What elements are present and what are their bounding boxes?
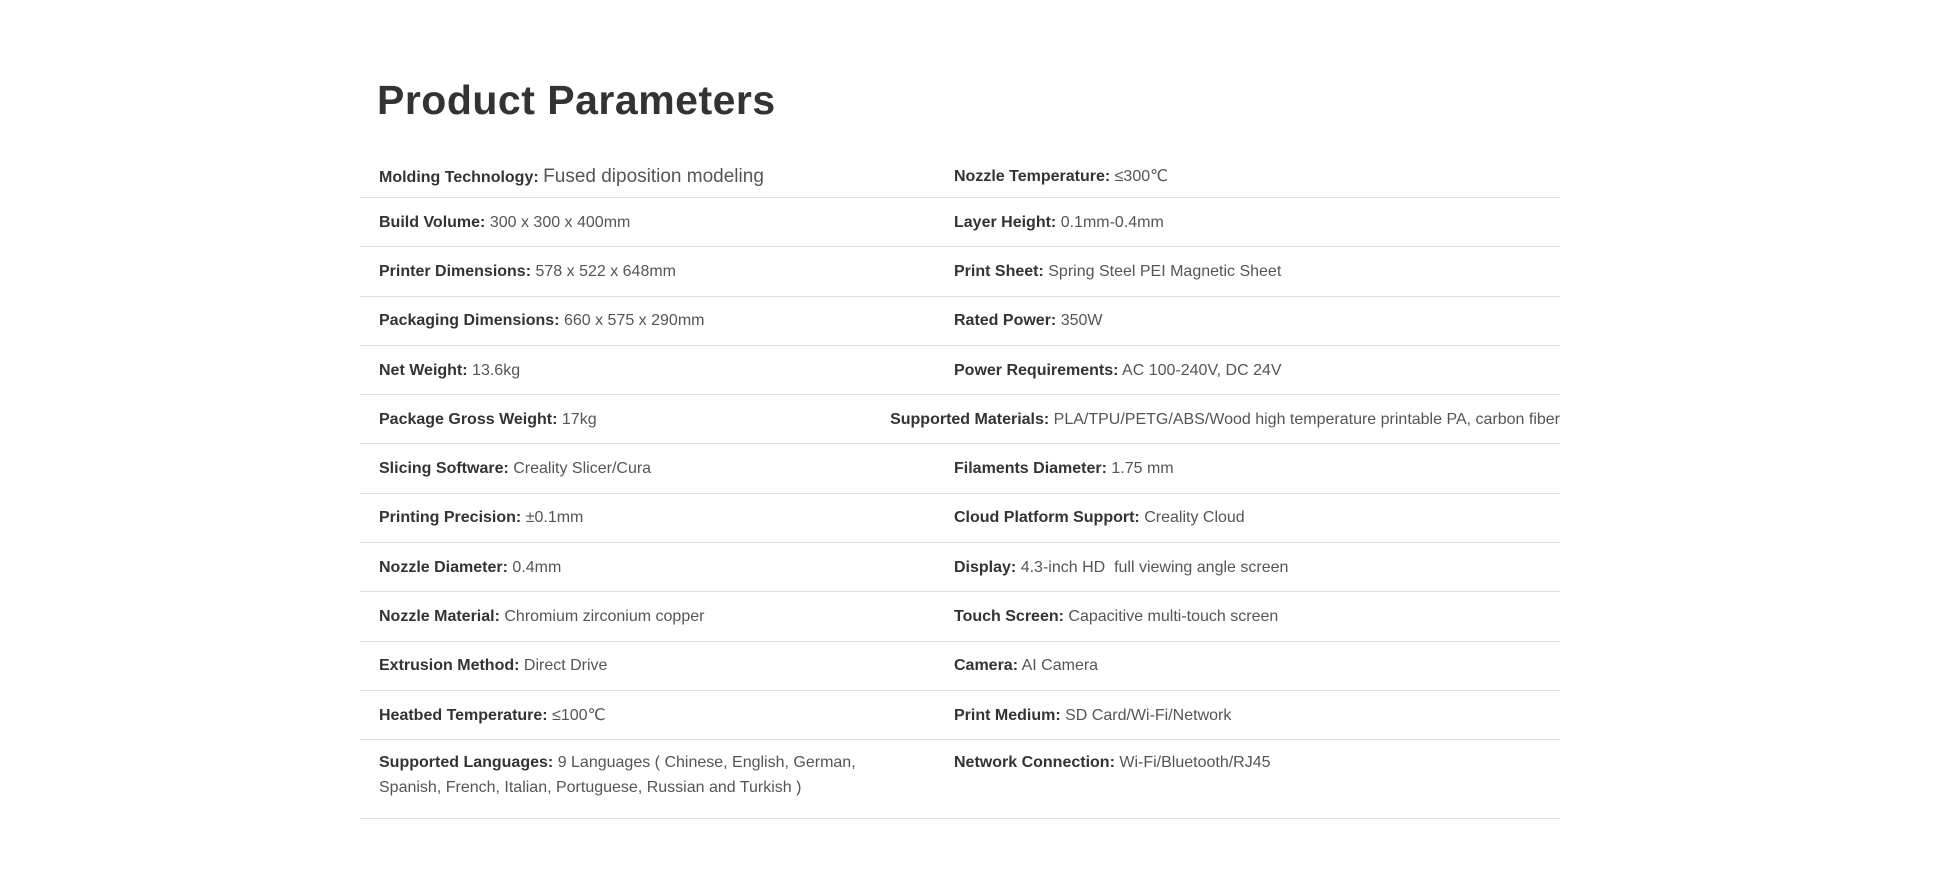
param-value: SD Card/Wi-Fi/Network <box>1065 706 1232 724</box>
param-value: 9 Languages ( Chinese, English, German, Spanish, French, Italian, Portuguese, Russian and Turkish ) <box>379 754 856 797</box>
param-label: Package Gross Weight: <box>379 410 558 428</box>
product-parameters-table <box>360 156 1560 819</box>
param-value: Direct Drive <box>523 657 608 675</box>
param-supported-languages <box>360 750 954 800</box>
param-value: Creality Cloud <box>1144 509 1245 527</box>
param-value: Fused diposition modeling <box>543 165 764 187</box>
param-value: 4.3-inch HD full viewing angle screen <box>1020 558 1289 576</box>
param-label: Rated Power: <box>954 312 1057 330</box>
param-label: Touch Screen: <box>954 608 1064 626</box>
param-rated-power <box>954 308 1560 333</box>
param-label: Filaments Diameter: <box>954 460 1107 478</box>
param-print-medium <box>954 703 1560 728</box>
table-row <box>360 395 1560 444</box>
param-value: 578 x 522 x 648mm <box>535 262 677 280</box>
param-printing-precision <box>360 505 954 530</box>
param-filaments-diameter <box>954 456 1560 481</box>
param-nozzle-temperature <box>954 164 1560 189</box>
param-value: ≤300℃ <box>1114 168 1169 185</box>
param-value: 1.75 mm <box>1111 460 1174 478</box>
param-label: Cloud Platform Support: <box>954 509 1140 527</box>
param-value: 0.1mm-0.4mm <box>1060 213 1164 231</box>
param-cloud-platform-support <box>954 505 1560 530</box>
table-row <box>360 247 1560 296</box>
table-row <box>360 543 1560 592</box>
param-label: Supported Languages: <box>379 754 554 772</box>
param-label: Power Requirements: <box>954 361 1119 379</box>
param-value: Creality Slicer/Cura <box>513 460 652 478</box>
table-row <box>360 642 1560 691</box>
param-print-sheet <box>954 259 1560 284</box>
param-heatbed-temperature <box>360 703 954 728</box>
param-value: ±0.1mm <box>525 509 584 527</box>
param-value: 17kg <box>561 410 597 428</box>
table-row <box>360 444 1560 493</box>
param-label: Nozzle Material: <box>379 608 500 626</box>
param-build-volume <box>360 210 954 235</box>
param-value: Wi-Fi/Bluetooth/RJ45 <box>1119 754 1271 772</box>
param-label: Printing Precision: <box>379 509 522 527</box>
table-row <box>360 198 1560 247</box>
table-row <box>360 346 1560 395</box>
param-camera <box>954 653 1560 678</box>
param-value: AC 100-240V, DC 24V <box>1122 361 1282 379</box>
param-supported-materials <box>890 407 1560 432</box>
param-label: Print Sheet: <box>954 262 1044 280</box>
param-value: 350W <box>1060 312 1103 330</box>
param-label: Network Connection: <box>954 754 1115 772</box>
param-value: PLA/TPU/PETG/ABS/Wood high temperature printable PA, carbon fiber <box>1053 410 1560 428</box>
param-label: Packaging Dimensions: <box>379 312 560 330</box>
param-slicing-software <box>360 456 954 481</box>
param-value: AI Camera <box>1021 657 1099 675</box>
param-printer-dimensions <box>360 259 954 284</box>
param-label: Supported Materials: <box>890 410 1050 428</box>
page-title: Product Parameters <box>377 77 776 123</box>
param-nozzle-diameter <box>360 555 954 580</box>
param-label: Molding Technology: <box>379 168 539 186</box>
param-package-gross-weight <box>360 407 890 432</box>
table-row <box>360 297 1560 346</box>
param-value: ≤100℃ <box>552 706 606 724</box>
param-layer-height <box>954 210 1560 235</box>
param-packaging-dimensions <box>360 308 954 333</box>
param-label: Nozzle Diameter: <box>379 558 508 576</box>
param-label: Printer Dimensions: <box>379 262 532 280</box>
table-row <box>360 494 1560 543</box>
table-row <box>360 592 1560 641</box>
param-display <box>954 555 1560 580</box>
param-label: Net Weight: <box>379 361 468 379</box>
param-touch-screen <box>954 604 1560 629</box>
param-power-requirements <box>954 358 1560 383</box>
param-label: Heatbed Temperature: <box>379 706 548 724</box>
param-label: Print Medium: <box>954 706 1061 724</box>
param-extrusion-method <box>360 653 954 678</box>
param-value: Capacitive multi-touch screen <box>1068 608 1279 626</box>
param-molding-technology <box>360 164 954 190</box>
param-label: Build Volume: <box>379 213 486 231</box>
table-row <box>360 156 1560 198</box>
param-label: Nozzle Temperature: <box>954 168 1111 185</box>
param-label: Extrusion Method: <box>379 657 520 675</box>
param-value: 300 x 300 x 400mm <box>489 213 631 231</box>
param-label: Layer Height: <box>954 213 1057 231</box>
param-value: 660 x 575 x 290mm <box>563 312 705 330</box>
param-label: Slicing Software: <box>379 460 509 478</box>
param-value: Spring Steel PEI Magnetic Sheet <box>1048 262 1282 280</box>
param-nozzle-material <box>360 604 954 629</box>
param-label: Camera: <box>954 657 1019 675</box>
table-row <box>360 740 1560 819</box>
param-value: 13.6kg <box>472 361 521 379</box>
param-label: Display: <box>954 558 1017 576</box>
table-row <box>360 691 1560 740</box>
param-value: Chromium zirconium copper <box>504 608 705 626</box>
param-value: 0.4mm <box>512 558 562 576</box>
param-network-connection <box>954 750 1560 775</box>
param-net-weight <box>360 358 954 383</box>
